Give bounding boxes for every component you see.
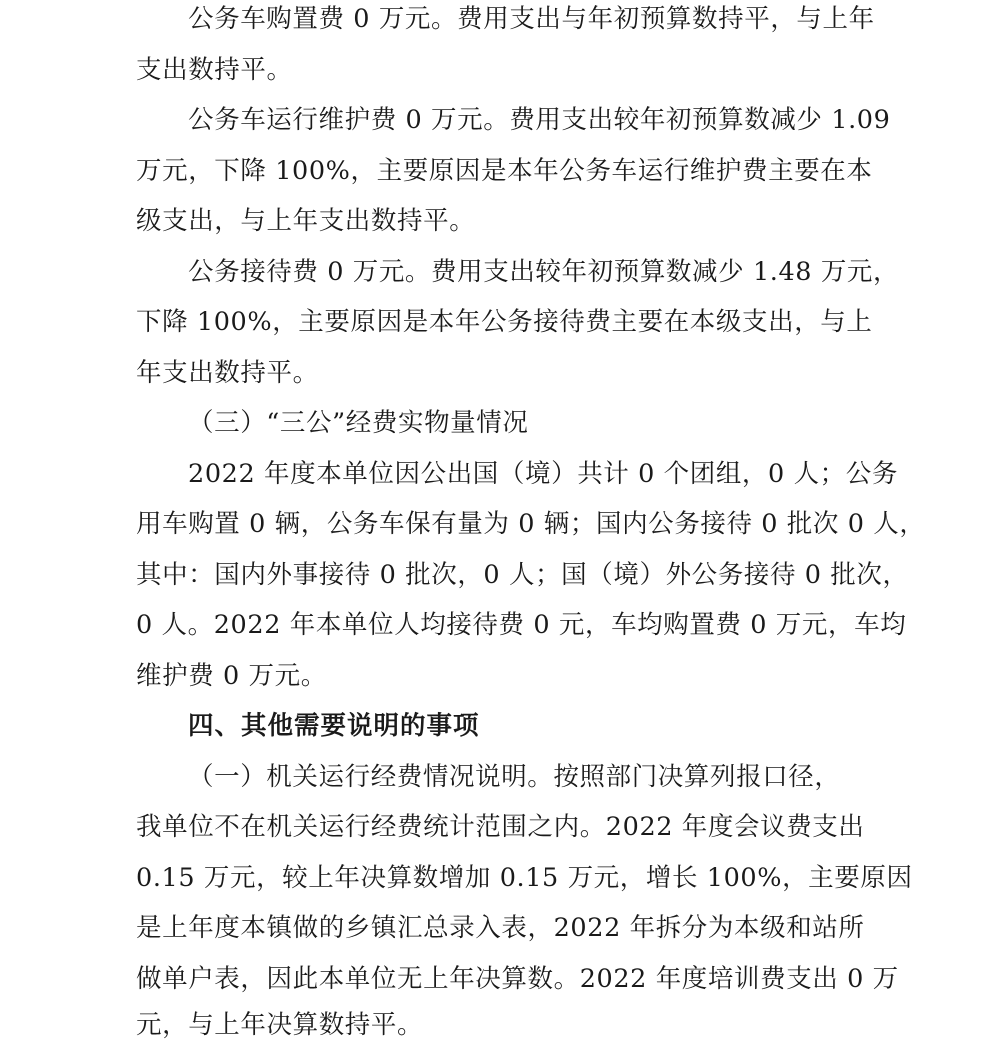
text-line: 年支出数持平。 — [136, 358, 319, 388]
text-line: 是上年度本镇做的乡镇汇总录入表，2022 年拆分为本级和站所 — [136, 913, 865, 943]
text-line: 0 人。2022 年本单位人均接待费 0 元，车均购置费 0 万元，车均 — [136, 610, 907, 640]
text-line: 用车购置 0 辆，公务车保有量为 0 辆；国内公务接待 0 批次 0 人， — [136, 509, 926, 539]
text-line: 其中：国内外事接待 0 批次，0 人；国（境）外公务接待 0 批次， — [136, 560, 909, 590]
section-subheading: （三）“三公”经费实物量情况 — [188, 408, 529, 438]
text-line: 维护费 0 万元。 — [136, 661, 327, 691]
text-line: （一）机关运行经费情况说明。按照部门决算列报口径， — [188, 762, 841, 792]
text-line: 做单户表，因此本单位无上年决算数。2022 年度培训费支出 0 万 — [136, 964, 899, 994]
text-line: 我单位不在机关运行经费统计范围之内。2022 年度会议费支出 — [136, 812, 865, 842]
text-line: 下降 100%，主要原因是本年公务接待费主要在本级支出，与上 — [136, 307, 873, 337]
text-line: 支出数持平。 — [136, 55, 293, 85]
text-line: 元，与上年决算数持平。 — [136, 1010, 424, 1040]
text-line: 公务车购置费 0 万元。费用支出与年初预算数持平，与上年 — [188, 4, 875, 34]
text-line: 公务车运行维护费 0 万元。费用支出较年初预算数减少 1.09 — [188, 105, 891, 135]
section-heading: 四、其他需要说明的事项 — [188, 711, 480, 741]
text-line: 公务接待费 0 万元。费用支出较年初预算数减少 1.48 万元， — [188, 257, 900, 287]
text-line: 0.15 万元，较上年决算数增加 0.15 万元，增长 100%，主要原因 — [136, 863, 913, 893]
text-line: 级支出，与上年支出数持平。 — [136, 206, 476, 236]
text-line: 2022 年度本单位因公出国（境）共计 0 个团组，0 人；公务 — [188, 459, 898, 489]
text-line: 万元，下降 100%，主要原因是本年公务车运行维护费主要在本 — [136, 156, 873, 186]
